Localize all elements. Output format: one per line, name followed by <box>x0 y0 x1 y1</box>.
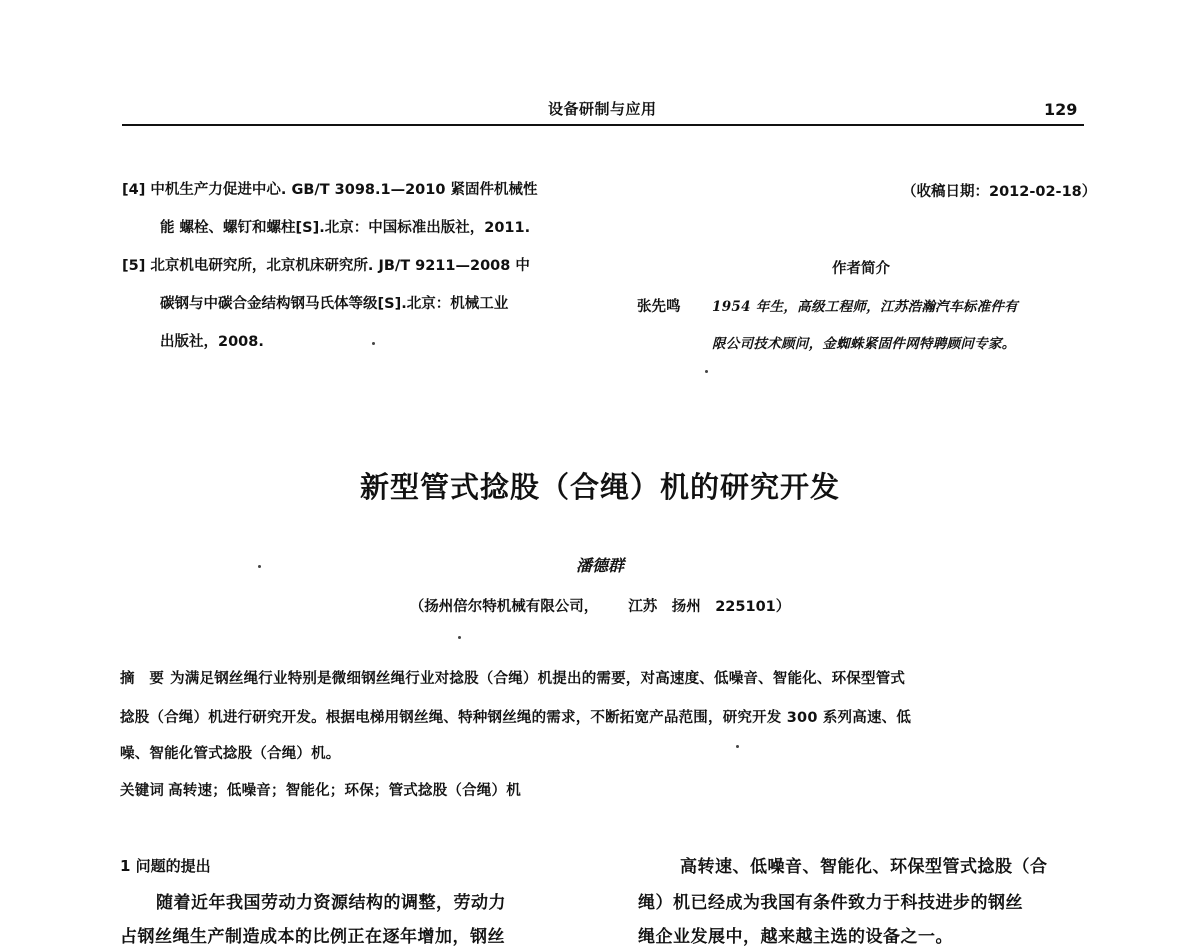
page-number: 129 <box>1044 100 1078 119</box>
scan-speck <box>372 342 375 345</box>
abstract-line-2: 捻股（合绳）机进行研究开发。根据电梯用钢丝绳、特种钢丝绳的需求，不断拓宽产品范围，研究开发 300 系列高速、低 <box>120 710 912 726</box>
author-intro-line-1: 1954 年生，高级工程师，江苏浩瀚汽车标准件有 <box>712 299 1018 315</box>
header-rule <box>122 124 1084 126</box>
keywords-label: 关键词 <box>120 783 165 799</box>
reference-5-line-2: 碳钢与中碳合金结构钢马氏体等级[S].北京：机械工业 <box>160 296 509 312</box>
body-right-line-3: 绳企业发展中，越来越主选的设备之一。 <box>638 927 953 947</box>
article-affiliation <box>0 595 1200 616</box>
abstract-line-3: 噪、智能化管式捻股（合绳）机。 <box>120 746 341 762</box>
abstract-text-1: 为满足钢丝绳行业特别是微细钢丝绳行业对捻股（合绳）机提出的需要，对高速度、低噪音、智能化、环保型管式 <box>170 671 906 687</box>
scan-speck <box>258 565 261 568</box>
abstract-line-1 <box>120 667 905 688</box>
reference-4-line-2: 能 螺栓、螺钉和螺柱[S].北京：中国标准出版社，2011. <box>160 220 531 236</box>
reference-4-line-1: [4] 中机生产力促进中心. GB/T 3098.1—2010 紧固件机械性 <box>122 182 538 198</box>
section-1-heading: 1 问题的提出 <box>120 857 211 875</box>
body-left-line-1: 随着近年我国劳动力资源结构的调整，劳动力 <box>156 893 506 913</box>
author-intro-name: 张先鸣 <box>637 299 681 315</box>
scan-speck <box>458 636 461 639</box>
body-right-line-2: 绳）机已经成为我国有条件致力于科技进步的钢丝 <box>638 893 1023 913</box>
running-header-title: 设备研制与应用 <box>548 100 657 118</box>
reference-5-line-3: 出版社，2008. <box>160 334 264 350</box>
author-intro-line-2: 限公司技术顾问，金蜘蛛紧固件网特聘顾问专家。 <box>712 336 1016 352</box>
reference-5-line-1: [5] 北京机电研究所，北京机床研究所. JB/T 9211—2008 中 <box>122 258 530 274</box>
keywords-text: 高转速；低噪音；智能化；环保；管式捻股（合绳）机 <box>168 783 521 799</box>
affiliation-location: 江苏 扬州 225101） <box>628 599 791 615</box>
scan-speck <box>705 370 708 373</box>
scan-speck <box>736 745 739 748</box>
article-title: 新型管式捻股（合绳）机的研究开发 <box>359 470 840 504</box>
author-intro-heading: 作者简介 <box>832 261 890 277</box>
body-left-line-2: 占钢丝绳生产制造成本的比例正在逐年增加，钢丝 <box>120 927 505 947</box>
article-author: 潘德群 <box>575 556 624 575</box>
body-right-line-1: 高转速、低噪音、智能化、环保型管式捻股（合 <box>680 857 1048 877</box>
received-date: （收稿日期：2012-02-18） <box>902 184 1097 200</box>
keywords-line <box>120 779 521 800</box>
affiliation-organization: （扬州倍尔特机械有限公司， <box>409 599 599 615</box>
abstract-label: 摘 要 <box>120 671 165 687</box>
